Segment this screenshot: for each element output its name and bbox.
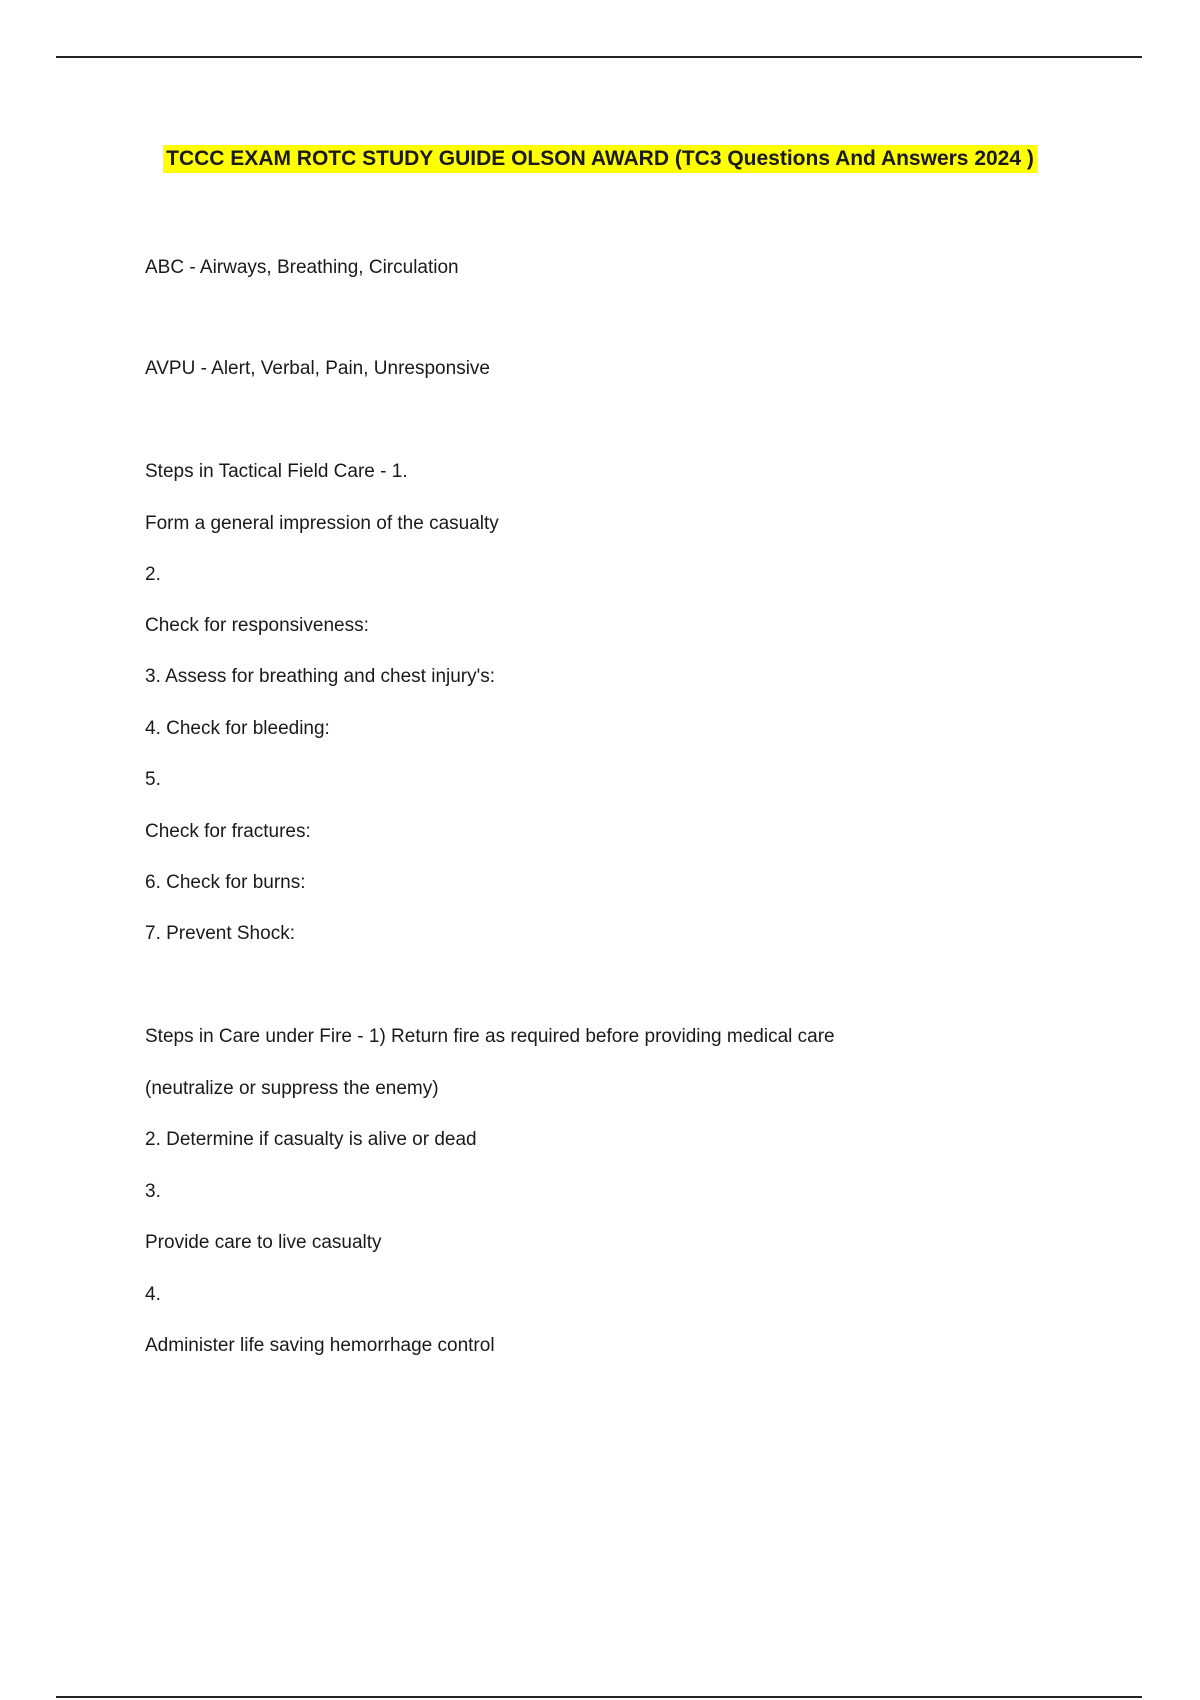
line-cuf-heading: Steps in Care under Fire - 1) Return fire as required before providing medical care (145, 1026, 835, 1047)
line-cuf-step4: Administer life saving hemorrhage control (145, 1335, 495, 1356)
line-cuf-num4: 4. (145, 1284, 161, 1305)
line-tfc-step3: 3. Assess for breathing and chest injury's: (145, 666, 496, 687)
line-cuf-num3: 3. (145, 1181, 161, 1202)
title-block (0, 145, 1200, 173)
line-tfc-heading: Steps in Tactical Field Care - 1. (145, 461, 408, 482)
document-title: TCCC EXAM ROTC STUDY GUIDE OLSON AWARD (TC3 Questions And Answers 2024 ) (163, 145, 1037, 173)
line-tfc-step5: Check for fractures: (145, 821, 311, 842)
line-tfc-step2: Check for responsiveness: (145, 615, 369, 636)
top-rule (56, 56, 1142, 58)
line-cuf-step2: 2. Determine if casualty is alive or dead (145, 1129, 477, 1150)
line-tfc-step6: 6. Check for burns: (145, 872, 306, 893)
line-cuf-step1-cont: (neutralize or suppress the enemy) (145, 1078, 439, 1099)
line-tfc-step4: 4. Check for bleeding: (145, 718, 330, 739)
line-abc: ABC - Airways, Breathing, Circulation (145, 257, 459, 278)
line-tfc-step7: 7. Prevent Shock: (145, 923, 295, 944)
line-tfc-num5: 5. (145, 769, 161, 790)
line-tfc-num2: 2. (145, 564, 161, 585)
line-tfc-step1: Form a general impression of the casualty (145, 513, 499, 534)
bottom-rule (56, 1696, 1142, 1698)
line-avpu: AVPU - Alert, Verbal, Pain, Unresponsive (145, 358, 490, 379)
line-cuf-step3: Provide care to live casualty (145, 1232, 382, 1253)
